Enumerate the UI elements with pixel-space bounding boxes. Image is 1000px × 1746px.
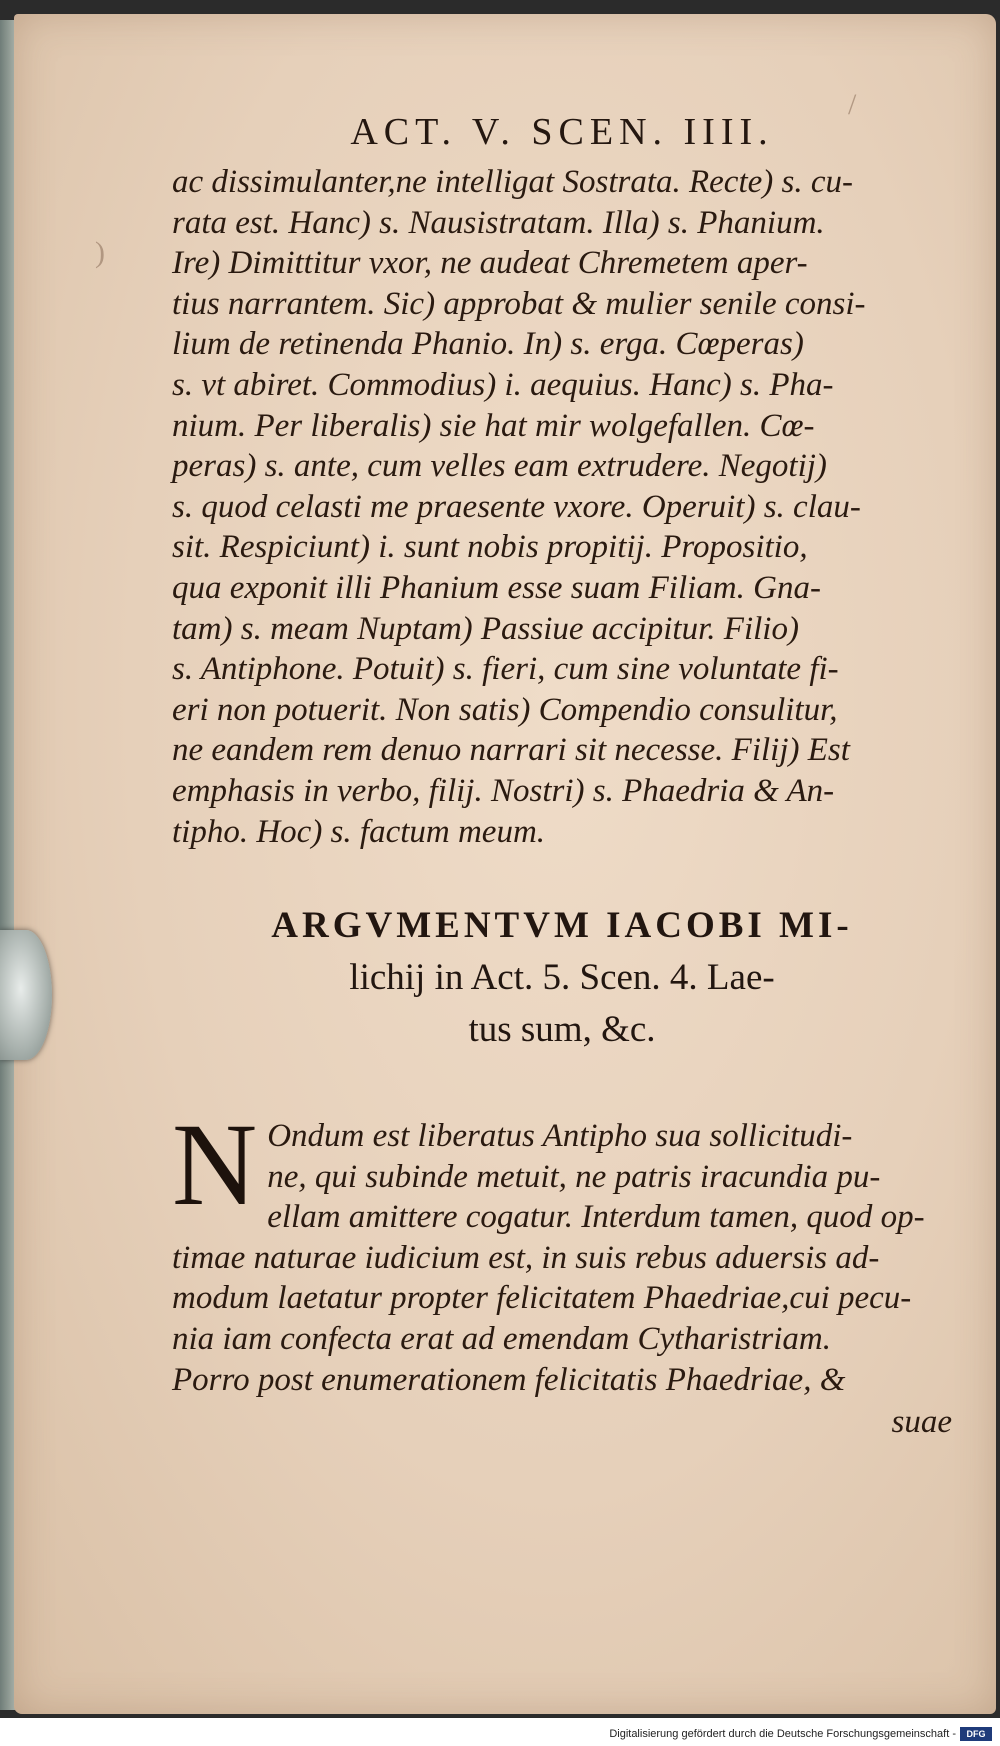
commentary-line: ac dissimulanter,ne intelligat Sostrata. Recte) s. cu-	[172, 164, 853, 200]
argument-line: ellam amittere cogatur. Interdum tamen, quod op-	[267, 1199, 925, 1236]
book-clasp	[0, 930, 52, 1060]
margin-mark: /	[848, 88, 857, 121]
commentary-line: rata est. Hanc) s. Nausistratam. Illa) s. Phanium.	[172, 204, 825, 241]
commentary-line: nium. Per liberalis) sie hat mir wolgefallen. Cœ-	[172, 407, 815, 444]
commentary-line: ne eandem rem denuo narrari sit necesse. Filij) Est	[172, 732, 850, 769]
commentary-line: s. Antiphone. Potuit) s. fieri, cum sine voluntate fi-	[172, 651, 839, 688]
commentary-block	[172, 162, 952, 852]
section-heading-line: lichij in Act. 5. Scen. 4. Lae-	[349, 957, 775, 999]
section-heading-line: tus sum, &c.	[468, 1009, 656, 1051]
section-heading-line: ARGVMENTVM IACOBI MI-	[271, 905, 853, 947]
page-text	[172, 110, 952, 1441]
digitization-credit: Digitalisierung gefördert durch die Deutsche Forschungsgemeinschaft -	[609, 1728, 956, 1740]
commentary-line: peras) s. ante, cum velles eam extrudere. Negotij)	[172, 448, 827, 485]
commentary-line: lium de retinenda Phanio. In) s. erga. Cœperas)	[172, 326, 804, 363]
footer-bar	[0, 1718, 1000, 1746]
commentary-line: qua exponit illi Phanium esse suam Filiam. Gna-	[172, 569, 821, 606]
margin-mark: )	[95, 236, 105, 269]
section-heading	[172, 900, 952, 1056]
drop-cap: N	[172, 1099, 258, 1231]
dfg-logo: DFG	[960, 1727, 992, 1741]
argument-line: ne, qui subinde metuit, ne patris iracundia pu-	[267, 1158, 881, 1195]
argument-line: Porro post enumerationem felicitatis Phaedriae, &	[172, 1361, 846, 1398]
commentary-line: sit. Respiciunt) i. sunt nobis propitij. Propositio,	[172, 529, 808, 566]
running-head: ACT. V. SCEN. IIII.	[350, 111, 774, 153]
commentary-line: s. quod celasti me praesente vxore. Operuit) s. clau-	[172, 488, 861, 525]
argument-block	[172, 1099, 952, 1441]
commentary-line: Ire) Dimittitur vxor, ne audeat Chremetem aper-	[172, 245, 808, 282]
argument-line: modum laetatur propter felicitatem Phaedriae,cui pecu-	[172, 1280, 912, 1317]
catchword: suae	[891, 1404, 952, 1441]
commentary-line: tipho. Hoc) s. factum meum.	[172, 813, 546, 850]
commentary-line: eri non potuerit. Non satis) Compendio consulitur,	[172, 691, 838, 728]
argument-line: timae naturae iudicium est, in suis rebus aduersis ad-	[172, 1239, 880, 1276]
argument-lines	[172, 1099, 952, 1400]
commentary-line: tam) s. meam Nuptam) Passiue accipitur. Filio)	[172, 610, 799, 647]
argument-line: nia iam confecta erat ad emendam Cytharistriam.	[172, 1321, 832, 1358]
argument-line: Ondum est liberatus Antipho sua sollicitudi-	[267, 1118, 853, 1155]
commentary-line: s. vt abiret. Commodius) i. aequius. Hanc) s. Pha-	[172, 366, 834, 403]
commentary-line: tius narrantem. Sic) approbat & mulier senile consi-	[172, 285, 866, 322]
commentary-line: emphasis in verbo, filij. Nostri) s. Phaedria & An-	[172, 772, 835, 809]
